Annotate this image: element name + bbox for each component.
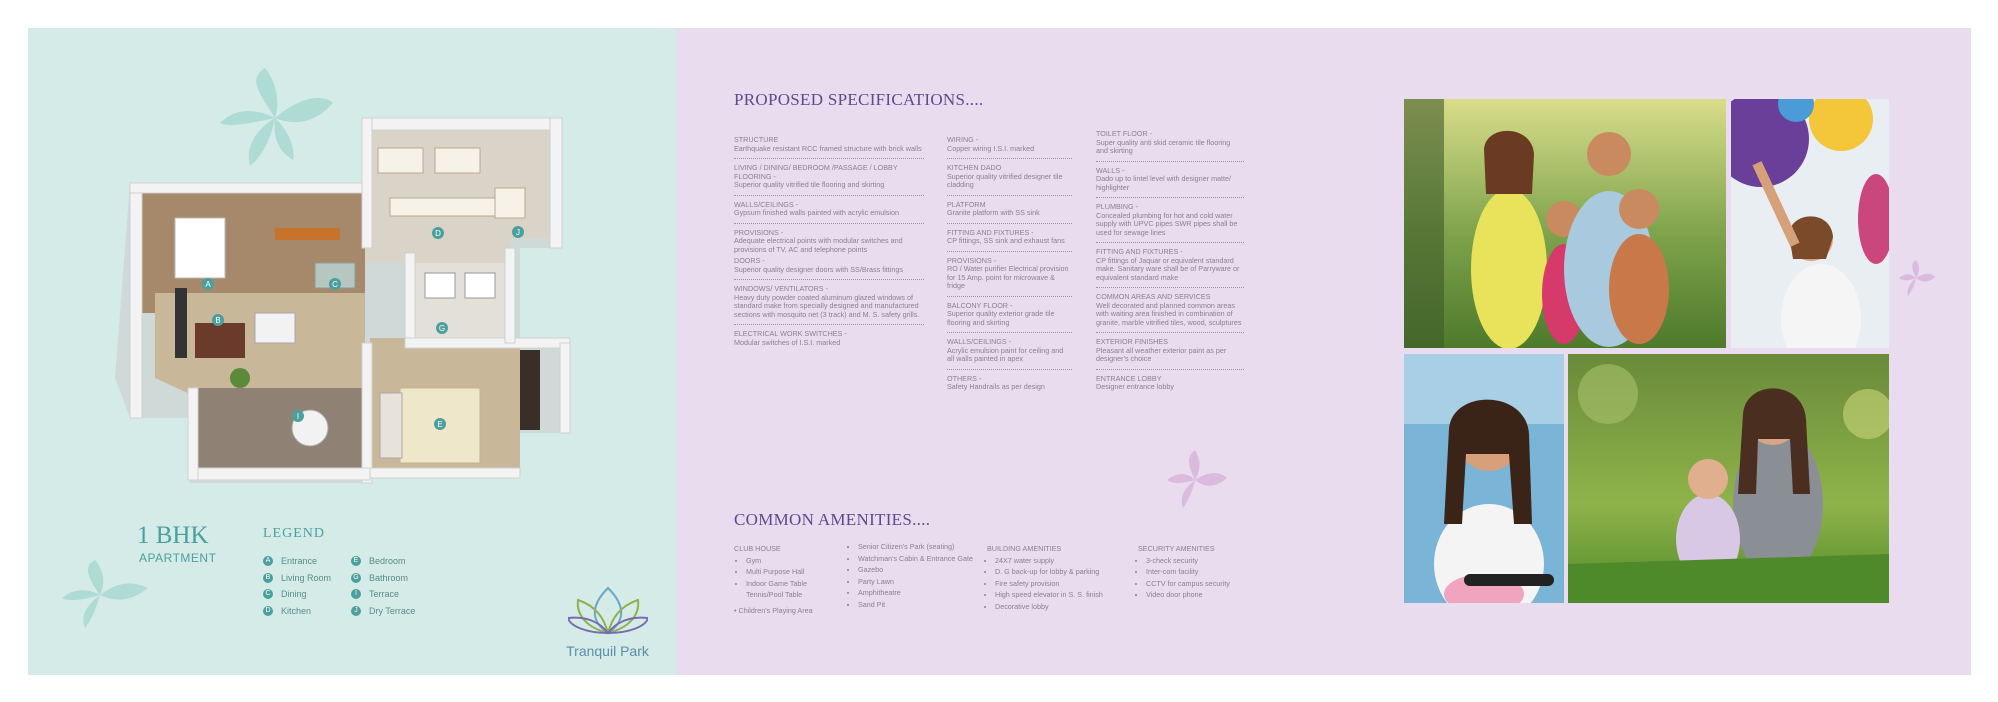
legend-label: Living Room — [281, 572, 332, 583]
spec-block — [734, 257, 924, 280]
spec-label: STRUCTURE — [734, 135, 779, 144]
security-amenities-label: SECURITY AMENITIES — [1138, 544, 1215, 553]
unit-subtitle: APARTMENT — [139, 551, 217, 565]
club-house-label: CLUB HOUSE — [734, 544, 781, 553]
legend-label: Kitchen — [281, 605, 312, 616]
legend-column-1 — [263, 553, 331, 619]
plan-marker-g: G — [438, 324, 446, 333]
amenity-item: • Gym — [746, 555, 844, 567]
plan-marker-e: E — [437, 420, 443, 429]
amenity-item: • Watchman's Cabin & Entrance Gate — [858, 553, 975, 565]
spec-block — [734, 201, 924, 224]
spec-label: BALCONY FLOOR - — [947, 300, 1013, 310]
lotus-logo-icon — [568, 578, 648, 636]
spec-block — [1096, 248, 1244, 288]
legend-title: LEGEND — [263, 526, 325, 541]
spec-text: Well decorated and planned common areas with waiting area finished in combination of granite, marble vitrified tiles, wood, sculptures — [1096, 300, 1242, 327]
amenity-item: • 24X7 water supply — [995, 555, 1127, 567]
spec-block — [734, 229, 924, 255]
plan-marker-c: C — [332, 280, 338, 289]
spec-block — [1096, 375, 1244, 397]
spec-label: COMMON AREAS AND SERVICES — [1096, 292, 1211, 301]
legend-label: Terrace — [369, 589, 400, 600]
spec-block — [947, 201, 1072, 224]
amenity-item: • Senior Citizen's Park (seating) — [858, 541, 975, 553]
spec-label: WALLS - — [1096, 165, 1125, 175]
plan-marker-d: D — [435, 229, 441, 238]
spec-text: Superior quality exterior grade tile flooring and skirting — [947, 309, 1055, 327]
spec-label: WINDOWS/ VENTILATORS - — [734, 284, 828, 293]
spec-block — [947, 164, 1072, 196]
amenity-item: • Video door phone — [1146, 589, 1268, 601]
legend-item — [263, 553, 331, 570]
spec-text: Superior quality designer doors with SS/Brass fittings — [734, 264, 903, 274]
legend-item — [351, 586, 415, 603]
spec-text: Superior quality vitrified tile flooring and skirting — [734, 180, 885, 189]
spec-label: FITTING AND FIXTURES - — [947, 227, 1034, 237]
fitness-class-photo — [1731, 99, 1889, 348]
legend-key: G — [351, 573, 361, 583]
amenity-item: • Indoor Game Table Tennis/Pool Table — [746, 578, 844, 601]
spec-label: PROVISIONS - — [947, 255, 997, 265]
spec-block — [947, 302, 1072, 334]
amenities-title: COMMON AMENITIES.... — [734, 510, 931, 529]
legend-key: J — [351, 606, 361, 616]
spec-text: Gypsum finished walls painted with acrylic emulsion — [734, 208, 899, 217]
leaf-decoration-icon — [1165, 450, 1230, 510]
spec-label: KITCHEN DADO — [947, 163, 1002, 172]
amenity-item: • Multi Purpose Hall — [746, 566, 844, 578]
spec-label: WALLS/CEILINGS - — [734, 199, 799, 209]
legend-label: Entrance — [281, 556, 318, 567]
leaf-decoration-icon — [60, 560, 155, 630]
legend-item — [351, 553, 415, 570]
spec-block — [1096, 293, 1244, 333]
spec-text: Heavy duty powder coated aluminum glazed windows of standard make from specially designed and manufactured sections with mosquito net (3 track) and M. S. safety grills. — [734, 292, 920, 319]
specifications-column-2 — [947, 136, 1072, 402]
legend-key: I — [351, 589, 361, 599]
specifications-column-3 — [1096, 130, 1244, 402]
spec-text: RO / Water purifier Electrical provision for 15 Amp. point for microwave & fridge — [947, 264, 1069, 290]
spec-block — [1096, 130, 1244, 162]
plan-marker-b: B — [215, 316, 221, 325]
legend-key: D — [263, 606, 273, 616]
spec-label: PROVISIONS - — [734, 227, 784, 237]
spec-block — [947, 257, 1072, 297]
building-amenities — [987, 543, 1127, 612]
spec-block — [947, 136, 1072, 159]
spec-text: Pleasant all weather exterior paint as per designer's choice — [1096, 345, 1227, 363]
floor-plan-illustration — [100, 88, 600, 523]
legend-item — [263, 586, 331, 603]
legend-key: A — [263, 556, 273, 566]
spec-block — [947, 229, 1072, 252]
spec-label: FITTING AND FIXTURES - — [1096, 247, 1183, 256]
spec-label: DOORS - — [734, 256, 765, 265]
amenity-item: • Inter-com facility — [1146, 566, 1268, 578]
spec-text: Dado up to lintel level with designer matte/ highlighter — [1096, 174, 1232, 192]
general-amenities — [850, 541, 975, 610]
legend-label: Bedroom — [369, 556, 406, 567]
spec-text: CP fittings, SS sink and exhaust fans — [947, 236, 1065, 245]
legend-label: Bathroom — [369, 572, 409, 583]
spec-block — [734, 330, 924, 352]
spec-label: PLUMBING - — [1096, 202, 1138, 211]
amenity-item: • Party Lawn — [858, 576, 975, 588]
amenity-item: • Fire safety provision — [995, 578, 1127, 590]
spec-text: Earthquake resistant RCC framed structure with brick walls — [734, 143, 922, 153]
spec-text: Granite platform with SS sink — [947, 208, 1040, 217]
spec-block — [947, 375, 1072, 397]
mother-child-photo — [1568, 354, 1889, 603]
spec-text: Designer entrance lobby — [1096, 382, 1174, 391]
family-photo — [1404, 99, 1726, 348]
legend-key: C — [263, 589, 273, 599]
legend-label: Dining — [281, 589, 307, 600]
spec-text: Superior quality vitrified designer tile cladding — [947, 171, 1063, 189]
plan-marker-a: A — [205, 280, 211, 289]
spec-text: Safety Handrails as per design — [947, 382, 1045, 391]
legend-item — [263, 570, 331, 587]
spec-label: WIRING - — [947, 135, 979, 144]
legend-column-2 — [351, 553, 415, 619]
amenity-item: • Decorative lobby — [995, 601, 1127, 613]
amenity-item: • Children's Playing Area — [734, 605, 813, 615]
plan-marker-i: I — [296, 412, 300, 421]
amenity-item: • 3-check security — [1146, 555, 1268, 567]
spec-label: WALLS/CEILINGS - — [947, 337, 1012, 346]
spec-block — [1096, 167, 1244, 199]
specifications-title: PROPOSED SPECIFICATIONS.... — [734, 90, 984, 109]
spec-label: PLATFORM — [947, 199, 986, 209]
legend-item — [351, 570, 415, 587]
legend-item — [351, 603, 415, 620]
spec-block — [734, 285, 924, 325]
amenity-item: • CCTV for campus security — [1146, 578, 1268, 590]
brand-name: Tranquil Park — [566, 643, 649, 659]
spec-label: OTHERS - — [947, 373, 982, 383]
spec-block — [734, 136, 924, 159]
spec-block — [947, 338, 1072, 370]
legend-key: B — [263, 573, 273, 583]
amenity-item: • High speed elevator in S. S. finish — [995, 589, 1127, 601]
amenity-item: • D. G back-up for lobby & parking — [995, 566, 1127, 578]
spec-text: Modular switches of I.S.I. marked — [734, 337, 841, 347]
spec-text: Super quality anti skid ceramic tile flooring and skirting — [1096, 137, 1231, 155]
security-amenities — [1138, 543, 1268, 601]
leaf-decoration-icon — [1898, 260, 1936, 298]
amenity-item: • Gazebo — [858, 564, 975, 576]
spec-text: Concealed plumbing for hot and cold water supply with UPVC pipes SWR pipes shall be used for sewage lines — [1096, 210, 1238, 237]
spec-label: ELECTRICAL WORK SWITCHES - — [734, 329, 847, 338]
spec-text: CP fittings of Jaquar or equivalent standard make. Sanitary ware shall be of Parryware or equivalent standard make — [1096, 255, 1240, 282]
unit-title: 1 BHK — [137, 522, 209, 549]
tranquil-park-logo — [560, 578, 655, 658]
cycling-woman-photo — [1404, 354, 1564, 603]
spec-block — [1096, 203, 1244, 243]
plan-marker-j: J — [516, 228, 520, 237]
building-amenities-label: BUILDING AMENITIES — [987, 544, 1062, 553]
spec-label: ENTRANCE LOBBY — [1096, 373, 1162, 383]
club-house-amenities — [734, 543, 844, 616]
spec-block — [1096, 338, 1244, 370]
legend-key: E — [351, 556, 361, 566]
spec-block — [734, 164, 924, 196]
spec-text: Acrylic emulsion paint for ceiling and all walls painted in apex — [947, 345, 1064, 363]
spec-label: EXTERIOR FINISHES — [1096, 337, 1168, 346]
amenity-item: • Amphitheatre — [858, 587, 975, 599]
spec-label: TOILET FLOOR - — [1096, 129, 1153, 138]
legend-item — [263, 603, 331, 620]
amenity-item: • Sand Pit — [858, 599, 975, 611]
spec-text: Copper wiring I.S.I. marked — [947, 143, 1035, 153]
legend-label: Dry Terrace — [369, 605, 416, 616]
spec-label: LIVING / DINING/ BEDROOM /PASSAGE / LOBBY FLOORING - — [734, 163, 898, 181]
spec-text: Adequate electrical points with modular switches and provisions of TV, AC and telephone points — [734, 236, 903, 254]
specifications-column-1 — [734, 136, 924, 357]
